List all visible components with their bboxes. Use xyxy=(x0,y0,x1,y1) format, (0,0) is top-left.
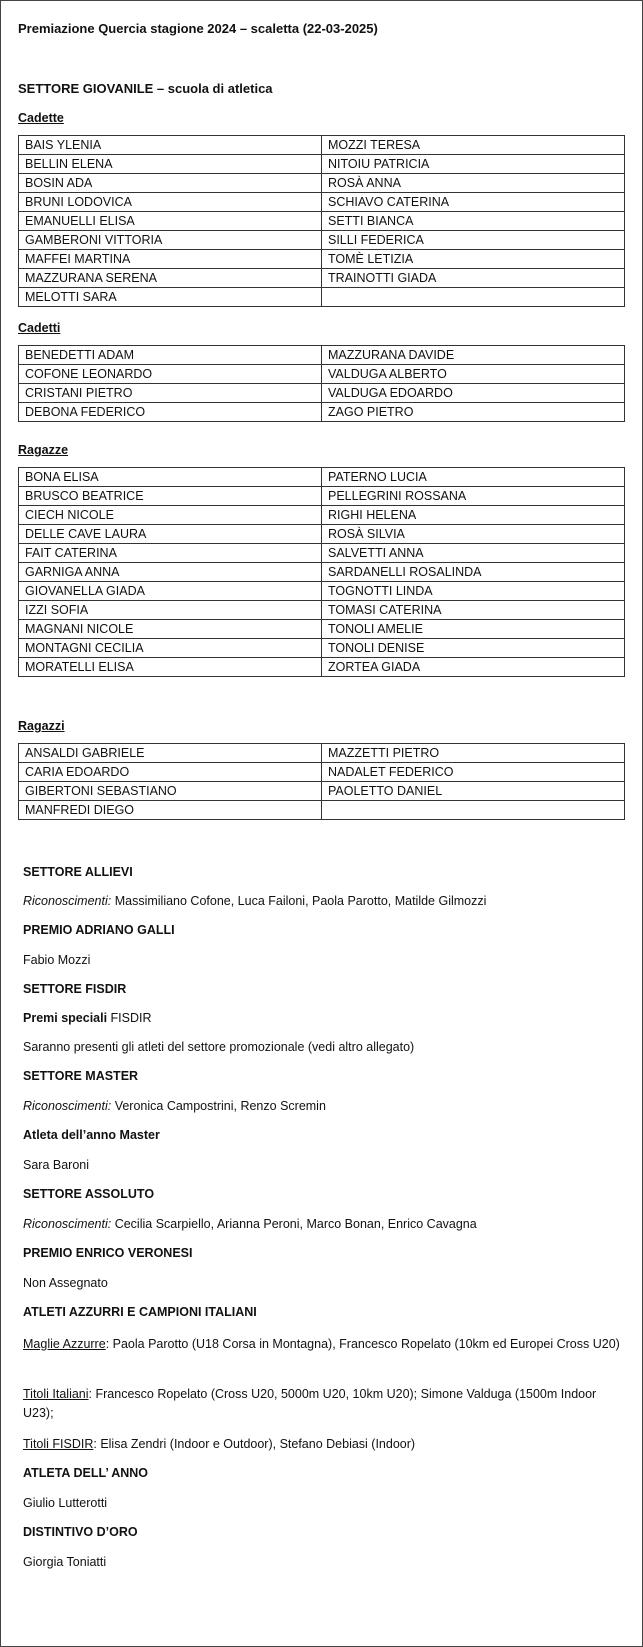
titoli-fisdir-text: : Elisa Zendri (Indoor e Outdoor), Stefano Debiasi (Indoor) xyxy=(93,1437,416,1451)
table-row xyxy=(19,506,625,525)
athlete-name-cell: RIGHI HELENA xyxy=(322,506,625,525)
master-athlete-heading: Atleta dell’anno Master xyxy=(23,1128,160,1142)
table-row xyxy=(19,563,625,582)
table-row xyxy=(19,744,625,763)
athlete-name-cell: CARIA EDOARDO xyxy=(19,763,322,782)
category-label-cadette: Cadette xyxy=(18,111,64,125)
allievi-recognitions xyxy=(23,892,623,911)
names-table-cadetti xyxy=(18,345,625,422)
table-row xyxy=(19,212,625,231)
athlete-name-cell: GAMBERONI VITTORIA xyxy=(19,231,322,250)
master-athlete-name: Sara Baroni xyxy=(23,1158,90,1172)
table-row xyxy=(19,763,625,782)
titoli-italiani-text: : Francesco Ropelato (Cross U20, 5000m U20, 10km U20); Simone Valduga (1500m Indoor U23); xyxy=(23,1387,597,1420)
athlete-name-cell: BENEDETTI ADAM xyxy=(19,346,322,365)
athlete-name-cell: SALVETTI ANNA xyxy=(322,544,625,563)
athlete-name-cell: DELLE CAVE LAURA xyxy=(19,525,322,544)
athlete-of-year-name: Giulio Lutterotti xyxy=(23,1496,108,1510)
athlete-name-cell xyxy=(322,288,625,307)
table-row xyxy=(19,468,625,487)
athlete-name-cell xyxy=(322,801,625,820)
allievi-recognitions-names: Massimiliano Cofone, Luca Failoni, Paola Parotto, Matilde Gilmozzi xyxy=(111,894,487,908)
veronesi-award-winner: Non Assegnato xyxy=(23,1276,108,1290)
galli-award-winner: Fabio Mozzi xyxy=(23,953,91,967)
athlete-name-cell: TOGNOTTI LINDA xyxy=(322,582,625,601)
table-row xyxy=(19,582,625,601)
athlete-name-cell: VALDUGA ALBERTO xyxy=(322,365,625,384)
athlete-name-cell: BAIS YLENIA xyxy=(19,136,322,155)
athlete-name-cell: MAZZURANA SERENA xyxy=(19,269,322,288)
athlete-name-cell: DEBONA FEDERICO xyxy=(19,403,322,422)
athlete-name-cell: MAZZETTI PIETRO xyxy=(322,744,625,763)
names-table-ragazze xyxy=(18,467,625,677)
athlete-name-cell: BRUNI LODOVICA xyxy=(19,193,322,212)
maglie-azzurre-text: : Paola Parotto (U18 Corsa in Montagna), Francesco Ropelato (10km ed Europei Cross U20) xyxy=(105,1337,620,1351)
master-recognitions-names: Veronica Campostrini, Renzo Scremin xyxy=(111,1099,326,1113)
table-row xyxy=(19,231,625,250)
athlete-name-cell: PATERNO LUCIA xyxy=(322,468,625,487)
athlete-name-cell: SETTI BIANCA xyxy=(322,212,625,231)
athlete-name-cell: ZAGO PIETRO xyxy=(322,403,625,422)
table-row xyxy=(19,193,625,212)
table-row xyxy=(19,269,625,288)
table-row xyxy=(19,155,625,174)
table-row xyxy=(19,403,625,422)
table-row xyxy=(19,620,625,639)
athlete-name-cell: MAZZURANA DAVIDE xyxy=(322,346,625,365)
fisdir-special-rest: FISDIR xyxy=(107,1011,152,1025)
category-label-ragazzi: Ragazzi xyxy=(18,719,65,733)
athlete-name-cell: SCHIAVO CATERINA xyxy=(322,193,625,212)
allievi-recognitions-label: Riconoscimenti: xyxy=(23,894,112,908)
athlete-name-cell: BRUSCO BEATRICE xyxy=(19,487,322,506)
table-row xyxy=(19,801,625,820)
athlete-name-cell: MORATELLI ELISA xyxy=(19,658,322,677)
titoli-italiani-label: Titoli Italiani xyxy=(23,1387,89,1401)
athlete-name-cell: ROSÀ ANNA xyxy=(322,174,625,193)
titoli-fisdir xyxy=(23,1435,623,1454)
table-row xyxy=(19,346,625,365)
athlete-name-cell: TONOLI DENISE xyxy=(322,639,625,658)
athlete-name-cell: BONA ELISA xyxy=(19,468,322,487)
athlete-name-cell: FAIT CATERINA xyxy=(19,544,322,563)
athlete-name-cell: MOZZI TERESA xyxy=(322,136,625,155)
athlete-name-cell: MANFREDI DIEGO xyxy=(19,801,322,820)
category-label-cadetti: Cadetti xyxy=(18,321,61,335)
athlete-name-cell: CIECH NICOLE xyxy=(19,506,322,525)
athlete-name-cell: MELOTTI SARA xyxy=(19,288,322,307)
athlete-name-cell: EMANUELLI ELISA xyxy=(19,212,322,231)
athlete-name-cell: BOSIN ADA xyxy=(19,174,322,193)
master-heading: SETTORE MASTER xyxy=(23,1069,139,1083)
assoluto-recognitions-label: Riconoscimenti: xyxy=(23,1217,112,1231)
athlete-name-cell: IZZI SOFIA xyxy=(19,601,322,620)
athlete-name-cell: PAOLETTO DANIEL xyxy=(322,782,625,801)
athlete-name-cell: CRISTANI PIETRO xyxy=(19,384,322,403)
table-row xyxy=(19,639,625,658)
athlete-name-cell: COFONE LEONARDO xyxy=(19,365,322,384)
names-table-ragazzi xyxy=(18,743,625,820)
athlete-name-cell: MAFFEI MARTINA xyxy=(19,250,322,269)
category-label-ragazze: Ragazze xyxy=(18,443,69,457)
athlete-name-cell: NADALET FEDERICO xyxy=(322,763,625,782)
master-recognitions xyxy=(23,1097,623,1116)
document-title: Premiazione Quercia stagione 2024 – scaletta (22-03-2025) xyxy=(18,21,378,36)
athlete-name-cell: TOMÈ LETIZIA xyxy=(322,250,625,269)
assoluto-recognitions xyxy=(23,1215,623,1234)
athlete-name-cell: ANSALDI GABRIELE xyxy=(19,744,322,763)
table-row xyxy=(19,525,625,544)
athlete-name-cell: MONTAGNI CECILIA xyxy=(19,639,322,658)
allievi-heading: SETTORE ALLIEVI xyxy=(23,865,133,879)
athlete-name-cell: TONOLI AMELIE xyxy=(322,620,625,639)
athlete-name-cell: VALDUGA EDOARDO xyxy=(322,384,625,403)
athlete-name-cell: GIOVANELLA GIADA xyxy=(19,582,322,601)
titoli-italiani xyxy=(23,1385,623,1423)
distintivo-name: Giorgia Toniatti xyxy=(23,1555,107,1569)
table-row xyxy=(19,136,625,155)
veronesi-award-heading: PREMIO ENRICO VERONESI xyxy=(23,1246,193,1260)
athlete-name-cell: PELLEGRINI ROSSANA xyxy=(322,487,625,506)
athlete-name-cell: MAGNANI NICOLE xyxy=(19,620,322,639)
athlete-of-year-heading: ATLETA DELL’ ANNO xyxy=(23,1466,148,1480)
titoli-fisdir-label: Titoli FISDIR xyxy=(23,1437,94,1451)
athlete-name-cell: TRAINOTTI GIADA xyxy=(322,269,625,288)
table-row xyxy=(19,782,625,801)
table-row xyxy=(19,384,625,403)
table-row xyxy=(19,658,625,677)
table-row xyxy=(19,487,625,506)
athlete-name-cell: GARNIGA ANNA xyxy=(19,563,322,582)
maglie-azzurre xyxy=(23,1335,623,1354)
athlete-name-cell: ROSÀ SILVIA xyxy=(322,525,625,544)
table-row xyxy=(19,174,625,193)
athlete-name-cell: ZORTEA GIADA xyxy=(322,658,625,677)
assoluto-heading: SETTORE ASSOLUTO xyxy=(23,1187,155,1201)
distintivo-heading: DISTINTIVO D’ORO xyxy=(23,1525,138,1539)
fisdir-heading: SETTORE FISDIR xyxy=(23,982,127,996)
athlete-name-cell: TOMASI CATERINA xyxy=(322,601,625,620)
athlete-name-cell: SARDANELLI ROSALINDA xyxy=(322,563,625,582)
maglie-azzurre-label: Maglie Azzurre xyxy=(23,1337,106,1351)
master-recognitions-label: Riconoscimenti: xyxy=(23,1099,112,1113)
athlete-name-cell: SILLI FEDERICA xyxy=(322,231,625,250)
athlete-name-cell: BELLIN ELENA xyxy=(19,155,322,174)
youth-sector-heading: SETTORE GIOVANILE – scuola di atletica xyxy=(18,81,273,96)
fisdir-special-awards xyxy=(23,1009,623,1028)
assoluto-recognitions-names: Cecilia Scarpiello, Arianna Peroni, Marco Bonan, Enrico Cavagna xyxy=(111,1217,477,1231)
names-table-cadette xyxy=(18,135,625,307)
table-row xyxy=(19,288,625,307)
athlete-name-cell: NITOIU PATRICIA xyxy=(322,155,625,174)
table-row xyxy=(19,544,625,563)
fisdir-special-label: Premi speciali xyxy=(23,1011,108,1025)
table-row xyxy=(19,601,625,620)
table-row xyxy=(19,250,625,269)
fisdir-note: Saranno presenti gli atleti del settore promozionale (vedi altro allegato) xyxy=(23,1040,415,1054)
table-row xyxy=(19,365,625,384)
athlete-name-cell: GIBERTONI SEBASTIANO xyxy=(19,782,322,801)
galli-award-heading: PREMIO ADRIANO GALLI xyxy=(23,923,175,937)
azzurri-heading: ATLETI AZZURRI E CAMPIONI ITALIANI xyxy=(23,1305,257,1319)
